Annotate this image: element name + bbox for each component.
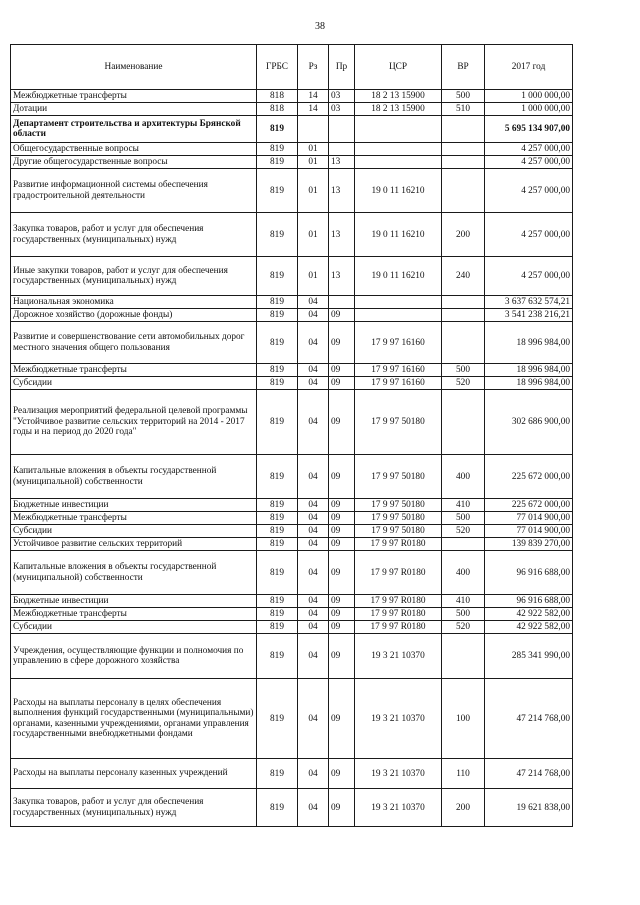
row-rz xyxy=(298,116,329,143)
row-amount: 42 922 582,00 xyxy=(485,608,573,621)
row-rz: 04 xyxy=(298,525,329,538)
row-name: Реализация мероприятий федеральной целевой программы "Устойчивое развитие сельских территорий на 2014 - 2017 годы и на период до 2020 года" xyxy=(11,390,257,455)
row-rz: 04 xyxy=(298,679,329,759)
row-pr: 09 xyxy=(329,595,355,608)
row-amount: 96 916 688,00 xyxy=(485,551,573,595)
budget-table xyxy=(10,44,573,827)
table-row xyxy=(11,538,573,551)
row-grbs: 818 xyxy=(257,90,298,103)
row-amount: 1 000 000,00 xyxy=(485,103,573,116)
row-rz: 04 xyxy=(298,499,329,512)
row-csr: 17 9 97 50180 xyxy=(355,390,442,455)
table-row xyxy=(11,499,573,512)
row-name: Устойчивое развитие сельских территорий xyxy=(11,538,257,551)
row-rz: 01 xyxy=(298,169,329,213)
row-amount: 77 014 900,00 xyxy=(485,512,573,525)
row-amount: 4 257 000,00 xyxy=(485,143,573,156)
column-header-year: 2017 год xyxy=(485,45,573,90)
row-amount: 5 695 134 907,00 xyxy=(485,116,573,143)
row-pr: 09 xyxy=(329,377,355,390)
row-vr: 500 xyxy=(442,512,485,525)
table-row xyxy=(11,90,573,103)
row-vr xyxy=(442,169,485,213)
column-header-grbs: ГРБС xyxy=(257,45,298,90)
table-header-row xyxy=(11,45,573,90)
row-grbs: 819 xyxy=(257,364,298,377)
row-grbs: 819 xyxy=(257,621,298,634)
row-vr: 400 xyxy=(442,551,485,595)
row-vr xyxy=(442,322,485,364)
row-amount: 19 621 838,00 xyxy=(485,789,573,827)
row-vr: 110 xyxy=(442,759,485,789)
row-grbs: 819 xyxy=(257,551,298,595)
row-vr: 500 xyxy=(442,364,485,377)
row-grbs: 819 xyxy=(257,634,298,679)
row-vr xyxy=(442,143,485,156)
table-row xyxy=(11,322,573,364)
row-grbs: 819 xyxy=(257,309,298,322)
row-grbs: 819 xyxy=(257,595,298,608)
row-csr: 17 9 97 16160 xyxy=(355,377,442,390)
row-name: Дорожное хозяйство (дорожные фонды) xyxy=(11,309,257,322)
row-grbs: 819 xyxy=(257,789,298,827)
table-row xyxy=(11,156,573,169)
row-pr: 09 xyxy=(329,538,355,551)
row-grbs: 819 xyxy=(257,679,298,759)
row-grbs: 819 xyxy=(257,390,298,455)
row-pr: 09 xyxy=(329,525,355,538)
row-amount: 3 637 632 574,21 xyxy=(485,296,573,309)
row-pr xyxy=(329,116,355,143)
row-amount: 77 014 900,00 xyxy=(485,525,573,538)
row-rz: 04 xyxy=(298,551,329,595)
table-row xyxy=(11,634,573,679)
row-rz: 14 xyxy=(298,90,329,103)
row-pr: 09 xyxy=(329,499,355,512)
row-name: Учреждения, осуществляющие функции и полномочия по управлению в сфере дорожного хозяйства xyxy=(11,634,257,679)
row-vr: 500 xyxy=(442,90,485,103)
row-amount: 302 686 900,00 xyxy=(485,390,573,455)
row-amount: 3 541 238 216,21 xyxy=(485,309,573,322)
row-csr: 19 3 21 10370 xyxy=(355,789,442,827)
row-rz: 01 xyxy=(298,143,329,156)
row-name: Иные закупки товаров, работ и услуг для обеспечения государственных (муниципальных) нужд xyxy=(11,257,257,296)
row-grbs: 819 xyxy=(257,538,298,551)
row-rz: 01 xyxy=(298,213,329,257)
row-name: Развитие информационной системы обеспечения градостроительной деятельности xyxy=(11,169,257,213)
table-row xyxy=(11,377,573,390)
row-csr: 17 9 97 R0180 xyxy=(355,595,442,608)
row-rz: 04 xyxy=(298,455,329,499)
row-amount: 225 672 000,00 xyxy=(485,499,573,512)
row-pr: 09 xyxy=(329,789,355,827)
row-grbs: 819 xyxy=(257,213,298,257)
row-rz: 04 xyxy=(298,309,329,322)
row-csr xyxy=(355,309,442,322)
row-name: Департамент строительства и архитектуры Брянской области xyxy=(11,116,257,143)
row-grbs: 819 xyxy=(257,525,298,538)
row-name: Бюджетные инвестиции xyxy=(11,595,257,608)
row-vr: 410 xyxy=(442,595,485,608)
row-vr xyxy=(442,390,485,455)
table-row xyxy=(11,551,573,595)
row-amount: 18 996 984,00 xyxy=(485,377,573,390)
row-rz: 01 xyxy=(298,257,329,296)
row-name: Межбюджетные трансферты xyxy=(11,512,257,525)
row-vr: 520 xyxy=(442,377,485,390)
row-vr: 510 xyxy=(442,103,485,116)
row-csr xyxy=(355,296,442,309)
row-csr: 19 3 21 10370 xyxy=(355,759,442,789)
row-csr: 17 9 97 R0180 xyxy=(355,621,442,634)
row-csr: 17 9 97 50180 xyxy=(355,525,442,538)
row-csr xyxy=(355,143,442,156)
row-pr: 13 xyxy=(329,169,355,213)
row-amount: 4 257 000,00 xyxy=(485,169,573,213)
row-pr: 09 xyxy=(329,364,355,377)
row-rz: 04 xyxy=(298,595,329,608)
row-csr: 19 0 11 16210 xyxy=(355,213,442,257)
table-row xyxy=(11,595,573,608)
row-vr: 100 xyxy=(442,679,485,759)
row-pr: 09 xyxy=(329,390,355,455)
row-rz: 04 xyxy=(298,296,329,309)
row-amount: 225 672 000,00 xyxy=(485,455,573,499)
row-vr xyxy=(442,116,485,143)
column-header-name: Наименование xyxy=(11,45,257,90)
row-rz: 04 xyxy=(298,322,329,364)
row-rz: 04 xyxy=(298,789,329,827)
row-grbs: 819 xyxy=(257,499,298,512)
table-row xyxy=(11,608,573,621)
row-amount: 4 257 000,00 xyxy=(485,156,573,169)
row-grbs: 819 xyxy=(257,116,298,143)
row-amount: 96 916 688,00 xyxy=(485,595,573,608)
row-grbs: 819 xyxy=(257,143,298,156)
row-name: Расходы на выплаты персоналу казенных учреждений xyxy=(11,759,257,789)
row-amount: 47 214 768,00 xyxy=(485,679,573,759)
row-name: Капитальные вложения в объекты государственной (муниципальной) собственности xyxy=(11,551,257,595)
row-csr: 17 9 97 R0180 xyxy=(355,551,442,595)
table-row xyxy=(11,525,573,538)
row-amount: 4 257 000,00 xyxy=(485,213,573,257)
row-grbs: 819 xyxy=(257,759,298,789)
row-grbs: 819 xyxy=(257,322,298,364)
row-rz: 04 xyxy=(298,364,329,377)
row-pr: 09 xyxy=(329,634,355,679)
table-row xyxy=(11,143,573,156)
row-vr: 500 xyxy=(442,608,485,621)
row-csr: 17 9 97 R0180 xyxy=(355,538,442,551)
row-name: Закупка товаров, работ и услуг для обеспечения государственных (муниципальных) нужд xyxy=(11,213,257,257)
table-row xyxy=(11,296,573,309)
row-name: Субсидии xyxy=(11,525,257,538)
row-csr: 17 9 97 16160 xyxy=(355,364,442,377)
row-csr xyxy=(355,156,442,169)
row-pr: 09 xyxy=(329,455,355,499)
row-grbs: 819 xyxy=(257,257,298,296)
row-grbs: 819 xyxy=(257,169,298,213)
row-vr xyxy=(442,156,485,169)
row-vr xyxy=(442,538,485,551)
table-row xyxy=(11,679,573,759)
row-csr: 19 3 21 10370 xyxy=(355,679,442,759)
table-row xyxy=(11,103,573,116)
row-name: Закупка товаров, работ и услуг для обеспечения государственных (муниципальных) нужд xyxy=(11,789,257,827)
row-csr: 17 9 97 R0180 xyxy=(355,608,442,621)
row-vr xyxy=(442,309,485,322)
row-pr: 09 xyxy=(329,608,355,621)
table-row xyxy=(11,309,573,322)
row-amount: 18 996 984,00 xyxy=(485,364,573,377)
row-vr: 410 xyxy=(442,499,485,512)
row-grbs: 819 xyxy=(257,296,298,309)
row-csr xyxy=(355,116,442,143)
row-rz: 04 xyxy=(298,390,329,455)
row-amount: 4 257 000,00 xyxy=(485,257,573,296)
row-pr: 09 xyxy=(329,551,355,595)
row-vr: 400 xyxy=(442,455,485,499)
row-csr: 17 9 97 50180 xyxy=(355,499,442,512)
row-pr: 13 xyxy=(329,213,355,257)
row-name: Дотации xyxy=(11,103,257,116)
row-name: Бюджетные инвестиции xyxy=(11,499,257,512)
row-pr xyxy=(329,143,355,156)
table-row xyxy=(11,621,573,634)
row-name: Субсидии xyxy=(11,621,257,634)
row-pr: 03 xyxy=(329,90,355,103)
row-csr: 18 2 13 15900 xyxy=(355,103,442,116)
row-name: Национальная экономика xyxy=(11,296,257,309)
column-header-rz: Рз xyxy=(298,45,329,90)
row-csr: 17 9 97 50180 xyxy=(355,512,442,525)
table-row xyxy=(11,789,573,827)
row-vr: 200 xyxy=(442,789,485,827)
row-name: Другие общегосударственные вопросы xyxy=(11,156,257,169)
row-amount: 285 341 990,00 xyxy=(485,634,573,679)
row-csr: 17 9 97 50180 xyxy=(355,455,442,499)
row-csr: 19 0 11 16210 xyxy=(355,169,442,213)
row-pr: 13 xyxy=(329,156,355,169)
table-row xyxy=(11,364,573,377)
row-grbs: 819 xyxy=(257,512,298,525)
table-row xyxy=(11,213,573,257)
row-name: Развитие и совершенствование сети автомобильных дорог местного значения общего пользования xyxy=(11,322,257,364)
column-header-vr: ВР xyxy=(442,45,485,90)
row-vr xyxy=(442,634,485,679)
row-rz: 04 xyxy=(298,538,329,551)
row-rz: 14 xyxy=(298,103,329,116)
table-row xyxy=(11,512,573,525)
row-rz: 04 xyxy=(298,621,329,634)
row-pr: 09 xyxy=(329,512,355,525)
row-grbs: 819 xyxy=(257,377,298,390)
row-grbs: 819 xyxy=(257,608,298,621)
table-row xyxy=(11,455,573,499)
row-grbs: 819 xyxy=(257,156,298,169)
row-name: Общегосударственные вопросы xyxy=(11,143,257,156)
column-header-csr: ЦСР xyxy=(355,45,442,90)
table-row xyxy=(11,759,573,789)
row-name: Капитальные вложения в объекты государственной (муниципальной) собственности xyxy=(11,455,257,499)
table-row xyxy=(11,390,573,455)
row-vr xyxy=(442,296,485,309)
column-header-pr: Пр xyxy=(329,45,355,90)
row-csr: 19 0 11 16210 xyxy=(355,257,442,296)
row-name: Межбюджетные трансферты xyxy=(11,608,257,621)
row-vr: 520 xyxy=(442,525,485,538)
table-row xyxy=(11,169,573,213)
row-rz: 04 xyxy=(298,512,329,525)
row-pr: 09 xyxy=(329,322,355,364)
table-row xyxy=(11,257,573,296)
row-pr: 09 xyxy=(329,309,355,322)
row-vr: 520 xyxy=(442,621,485,634)
row-amount: 18 996 984,00 xyxy=(485,322,573,364)
row-rz: 01 xyxy=(298,156,329,169)
row-grbs: 818 xyxy=(257,103,298,116)
row-vr: 240 xyxy=(442,257,485,296)
row-vr: 200 xyxy=(442,213,485,257)
row-pr xyxy=(329,296,355,309)
row-pr: 13 xyxy=(329,257,355,296)
table-row xyxy=(11,116,573,143)
row-rz: 04 xyxy=(298,759,329,789)
row-csr: 19 3 21 10370 xyxy=(355,634,442,679)
row-pr: 09 xyxy=(329,621,355,634)
row-pr: 03 xyxy=(329,103,355,116)
row-pr: 09 xyxy=(329,679,355,759)
row-rz: 04 xyxy=(298,634,329,679)
row-amount: 139 839 270,00 xyxy=(485,538,573,551)
page-number: 38 xyxy=(315,21,325,32)
row-name: Расходы на выплаты персоналу в целях обеспечения выполнения функций государственными (муниципальными) органами, казенными учреждениями, органами управления государственными внебюджетными фондами xyxy=(11,679,257,759)
row-rz: 04 xyxy=(298,608,329,621)
row-csr: 18 2 13 15900 xyxy=(355,90,442,103)
row-rz: 04 xyxy=(298,377,329,390)
row-name: Межбюджетные трансферты xyxy=(11,90,257,103)
row-name: Субсидии xyxy=(11,377,257,390)
row-grbs: 819 xyxy=(257,455,298,499)
row-pr: 09 xyxy=(329,759,355,789)
row-name: Межбюджетные трансферты xyxy=(11,364,257,377)
row-csr: 17 9 97 16160 xyxy=(355,322,442,364)
row-amount: 47 214 768,00 xyxy=(485,759,573,789)
row-amount: 1 000 000,00 xyxy=(485,90,573,103)
row-amount: 42 922 582,00 xyxy=(485,621,573,634)
